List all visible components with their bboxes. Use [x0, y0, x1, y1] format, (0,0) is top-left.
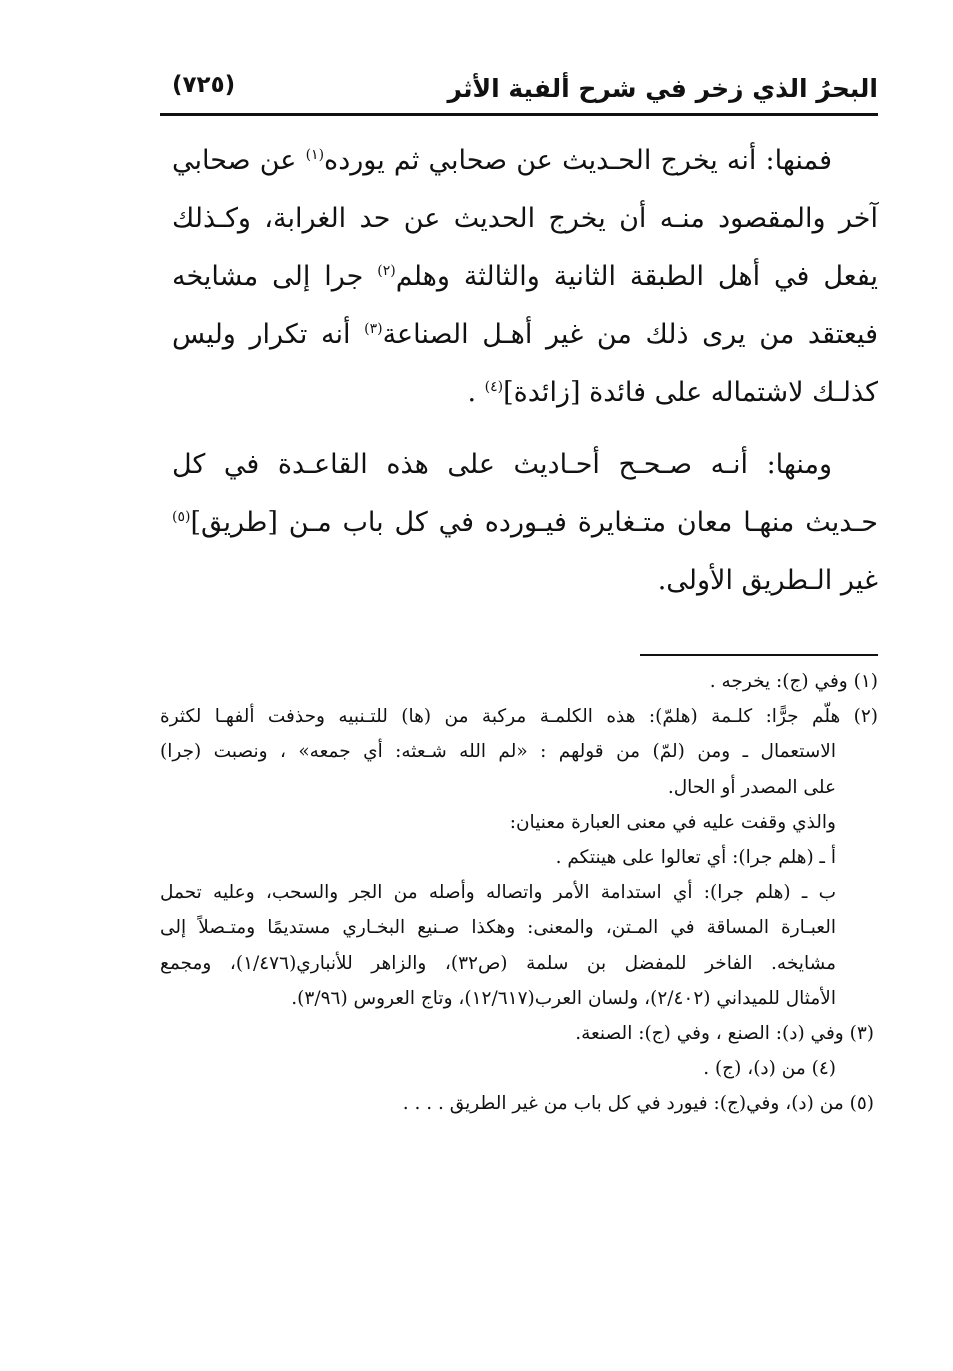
footnote-line: الأمثال للميداني (٢/٤٠٢)، ولسان العرب(١٢/٦١٧)، وتاج العروس (٣/٩٦). — [291, 987, 836, 1009]
footnote-line: (٢) هلّم جرًّا: كلـمة (هلمّ): هذه الكلمـة مركبة من (ها) للتـنبيه وحذفت ألفهـا لكثرة — [160, 706, 878, 728]
footnote-line: (٤) من (د)، (ج) . — [703, 1058, 836, 1080]
footnote-line: (١) وفي (ج): يخرجه . — [709, 671, 878, 692]
footnote-line: العبـارة المساقة في المـتن، والمعنى: وهكذا صـنيع البخـاري مستديمًا ومتـصلاً إلى — [160, 917, 836, 939]
footnote-ref: (١) — [305, 147, 325, 163]
footnote-line: (٣) وفي (د): الصنع ، وفي (ج): الصنعة. — [575, 1022, 874, 1044]
footnote-ref: (٣) — [364, 321, 383, 337]
footnote-line: أ ـ (هلم جرا): أي تعالوا على هينتكم . — [555, 846, 836, 868]
footnote-line: (٥) من (د)، وفي(ج): فيورد في كل باب من غير الطريق . . . . — [402, 1093, 874, 1115]
running-header — [160, 62, 878, 116]
text-run: أنه تكرار وليس كذلـك لاشتماله على فائدة [زائدة] — [172, 319, 878, 408]
footnote-ref: (٢) — [377, 263, 396, 279]
text-run: جرا إلى مشايخه فيعتقد من يرى ذلك من غير أهـل الصناعة — [172, 261, 878, 350]
paragraph — [172, 436, 878, 610]
footnote-separator — [640, 654, 878, 656]
footnotes — [160, 664, 878, 1121]
footnote-ref: (٥) — [172, 509, 191, 525]
text-run: ومنها: أنـه صـحـح أحـاديث على هذه القاعـدة في كل حـديث منهـا معان متـغايرة فيـورده في كل باب مـن [طريق] — [172, 449, 878, 538]
footnote-ref: (٤) — [484, 379, 504, 395]
page-number: (٧٢٥) — [172, 72, 236, 98]
paragraph — [172, 132, 878, 422]
header-rule — [160, 113, 878, 116]
footnote-line: على المصدر أو الحال. — [667, 776, 836, 798]
book-title: البحرُ الذي زخر في شرح ألفية الأثر — [447, 74, 878, 103]
footnote-line: مشايخه. الفاخر للمفضل بن سلمة (ص٣٢)، والزاهر للأنباري(١/٤٧٦)، ومجمع — [160, 952, 836, 974]
footnote-line: والذي وقفت عليه في معنى العبارة معنيان: — [509, 811, 836, 833]
text-run: . — [467, 377, 485, 408]
text-run: عن صحابي آخر والمقصود منـه أن يخرج الحديث عن حد الغرابة، وكـذلك يفعل في أهل الطبقة الثانية والثالثة وهلم — [172, 145, 878, 292]
text-run: غير الـطريق الأولى. — [657, 565, 878, 596]
text-run: فمنها: أنه يخرج الحـديث عن صحابي ثم يورده — [324, 145, 832, 176]
main-text — [172, 132, 878, 610]
footnote-line: الاستعمال ـ ومن (لمّ) من قولهم : «لم الله شـعثه: أي جمعه» ، ونصبت (جرا) — [160, 741, 836, 763]
footnote-line: ب ـ (هلم جرا): أي استدامة الأمر واتصاله وأصله من الجر والسحب، وعليه تحمل — [160, 882, 836, 904]
